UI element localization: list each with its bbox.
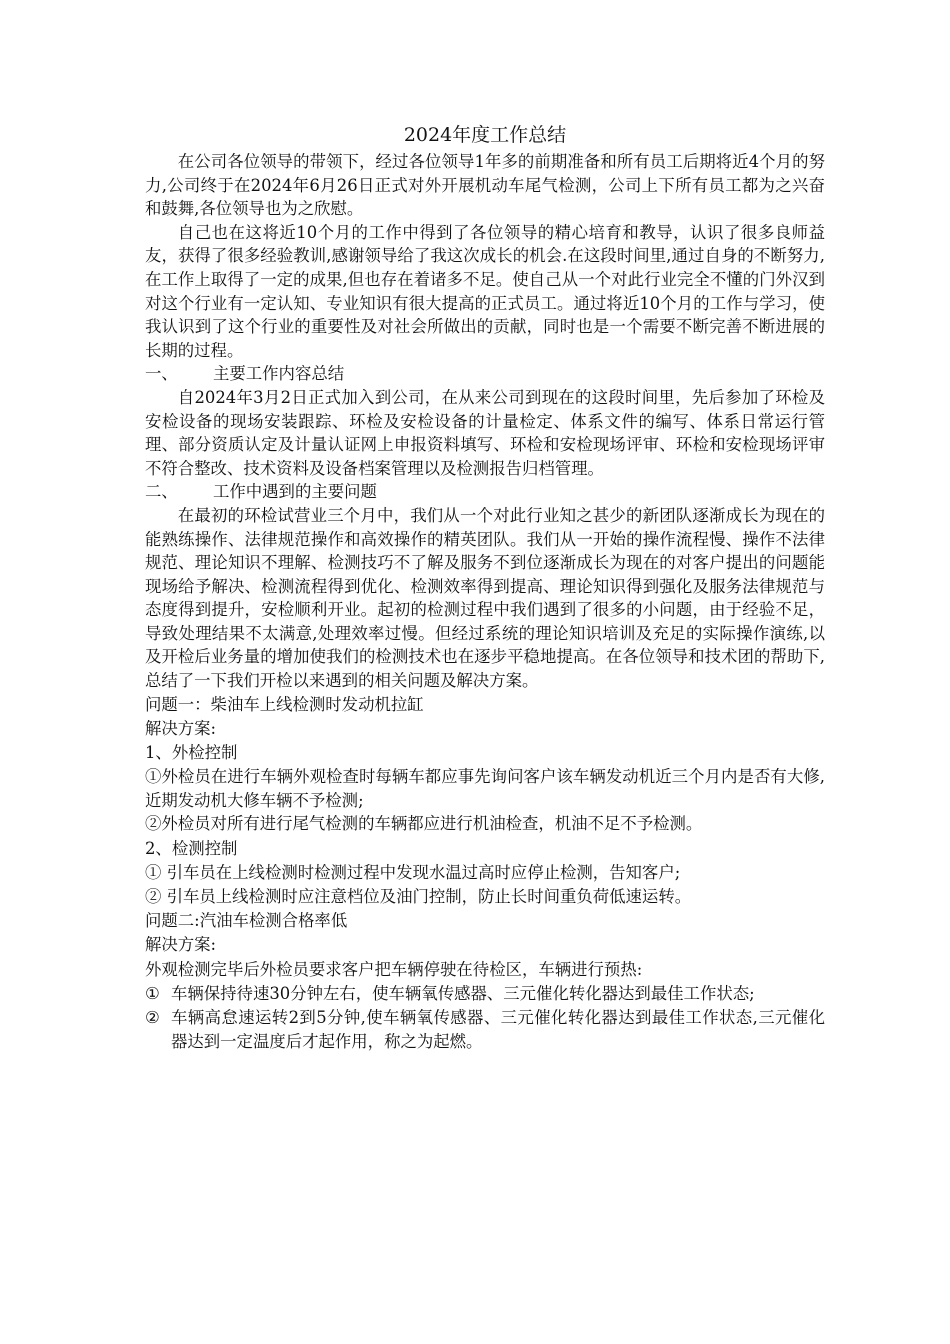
problem-1-group-1-title: 1、外检控制 <box>145 743 238 763</box>
problem-1-group-1-item-1: ①外检员在进行车辆外观检查时每辆车都应事先询问客户该车辆发动机近三个月内是否有大修,近期发动机大修车辆不予检测; <box>145 767 825 810</box>
problem-2-solution-label: 解决方案: <box>145 935 217 955</box>
intro-paragraph-1: 在公司各位领导的带领下，经过各位领导1年多的前期准备和所有员工后期将近4个月的努力,公司终于在2024年6月26日正式对外开展机动车尾气检测，公司上下所有员工都为之兴奋和鼓舞,各位领导也为之欣慰。 <box>145 152 825 219</box>
section-2-paragraph: 在最初的环检试营业三个月中，我们从一个对此行业知之甚少的新团队逐渐成长为现在的能熟练操作、法律规范操作和高效操作的精英团队。我们从一开始的操作流程慢、操作不法律规范、理论知识不理解、检测技巧不了解及服务不到位逐渐成长为现在的对客户提出的问题能现场给予解决、检测流程得到优化、检测效率得到提高、理论知识得到强化及服务法律规范与态度得到提升，安检顺利开业。起初的检测过程中我们遇到了很多的小问题，由于经验不足，导致处理结果不太满意,处理效率过慢。但经过系统的理论知识培训及充足的实际操作演练,以及开检后业务量的增加使我们的检测技术也在逐步平稳地提高。在各位领导和技术团的帮助下,总结了一下我们开检以来遇到的相关问题及解决方案。 <box>145 505 825 691</box>
problem-1-solution-label: 解决方案: <box>145 718 217 738</box>
section-heading-text: 工作中遇到的主要问题 <box>213 482 377 502</box>
problem-1-group-2-title: 2、检测控制 <box>145 838 238 858</box>
item-text: 车辆保持待速30分钟左右，使车辆氧传感器、三元催化转化器达到最佳工作状态; <box>171 983 755 1003</box>
problem-1-group-1-item-2: ②外检员对所有进行尾气检测的车辆都应进行机油检查，机油不足不予检测。 <box>145 814 703 834</box>
problem-2-lead: 外观检测完毕后外检员要求客户把车辆停驶在待检区，车辆进行预热: <box>145 959 643 979</box>
section-heading-2 <box>145 480 825 504</box>
section-heading-1 <box>145 362 825 386</box>
problem-2-item-2 <box>145 1006 825 1054</box>
item-text: 车辆高怠速运转2到5分钟,使车辆氧传感器、三元催化转化器达到最佳工作状态,三元催化器达到一定温度后才起作用，称之为起燃。 <box>171 1008 825 1052</box>
problem-1-group-2-item-1: ① 引车员在上线检测时检测过程中发现水温过高时应停止检测，告知客户; <box>145 862 681 882</box>
section-number: 一、 <box>145 364 178 384</box>
problem-2-item-1 <box>145 982 825 1006</box>
section-number: 二、 <box>145 482 178 502</box>
section-heading-text: 主要工作内容总结 <box>213 364 345 384</box>
document-title: 2024年度工作总结 <box>403 124 567 146</box>
item-marker: ② <box>145 1008 160 1028</box>
section-1-paragraph: 自2024年3月2日正式加入到公司，在从来公司到现在的这段时间里，先后参加了环检及安检设备的现场安装跟踪、环检及安检设备的计量检定、体系文件的编写、体系日常运行管理、部分资质认定及计量认证网上申报资料填写、环检和安检现场评审、环检和安检现场评审不符合整改、技术资料及设备档案管理以及检测报告归档管理。 <box>145 387 825 478</box>
document-page <box>145 120 825 1054</box>
problem-1-title: 问题一：柴油车上线检测时发动机拉缸 <box>145 694 424 714</box>
intro-paragraph-2: 自己也在这将近10个月的工作中得到了各位领导的精心培育和教导，认识了很多良师益友，获得了很多经验教训,感谢领导给了我这次成长的机会.在这段时间里,通过自身的不断努力,在工作上取得了一定的成果,但也存在着诸多不足。使自己从一个对此行业完全不懂的门外汉到对这个行业有一定认知、专业知识有很大提高的正式员工。通过将近10个月的工作与学习，使我认识到了这个行业的重要性及对社会所做出的贡献，同时也是一个需要不断完善不断进展的长期的过程。 <box>145 222 825 360</box>
problem-2-title: 问题二:汽油车检测合格率低 <box>145 911 348 931</box>
item-marker: ① <box>145 983 160 1003</box>
problem-1-group-2-item-2: ② 引车员上线检测时应注意档位及油门控制，防止长时间重负荷低速运转。 <box>145 887 692 907</box>
